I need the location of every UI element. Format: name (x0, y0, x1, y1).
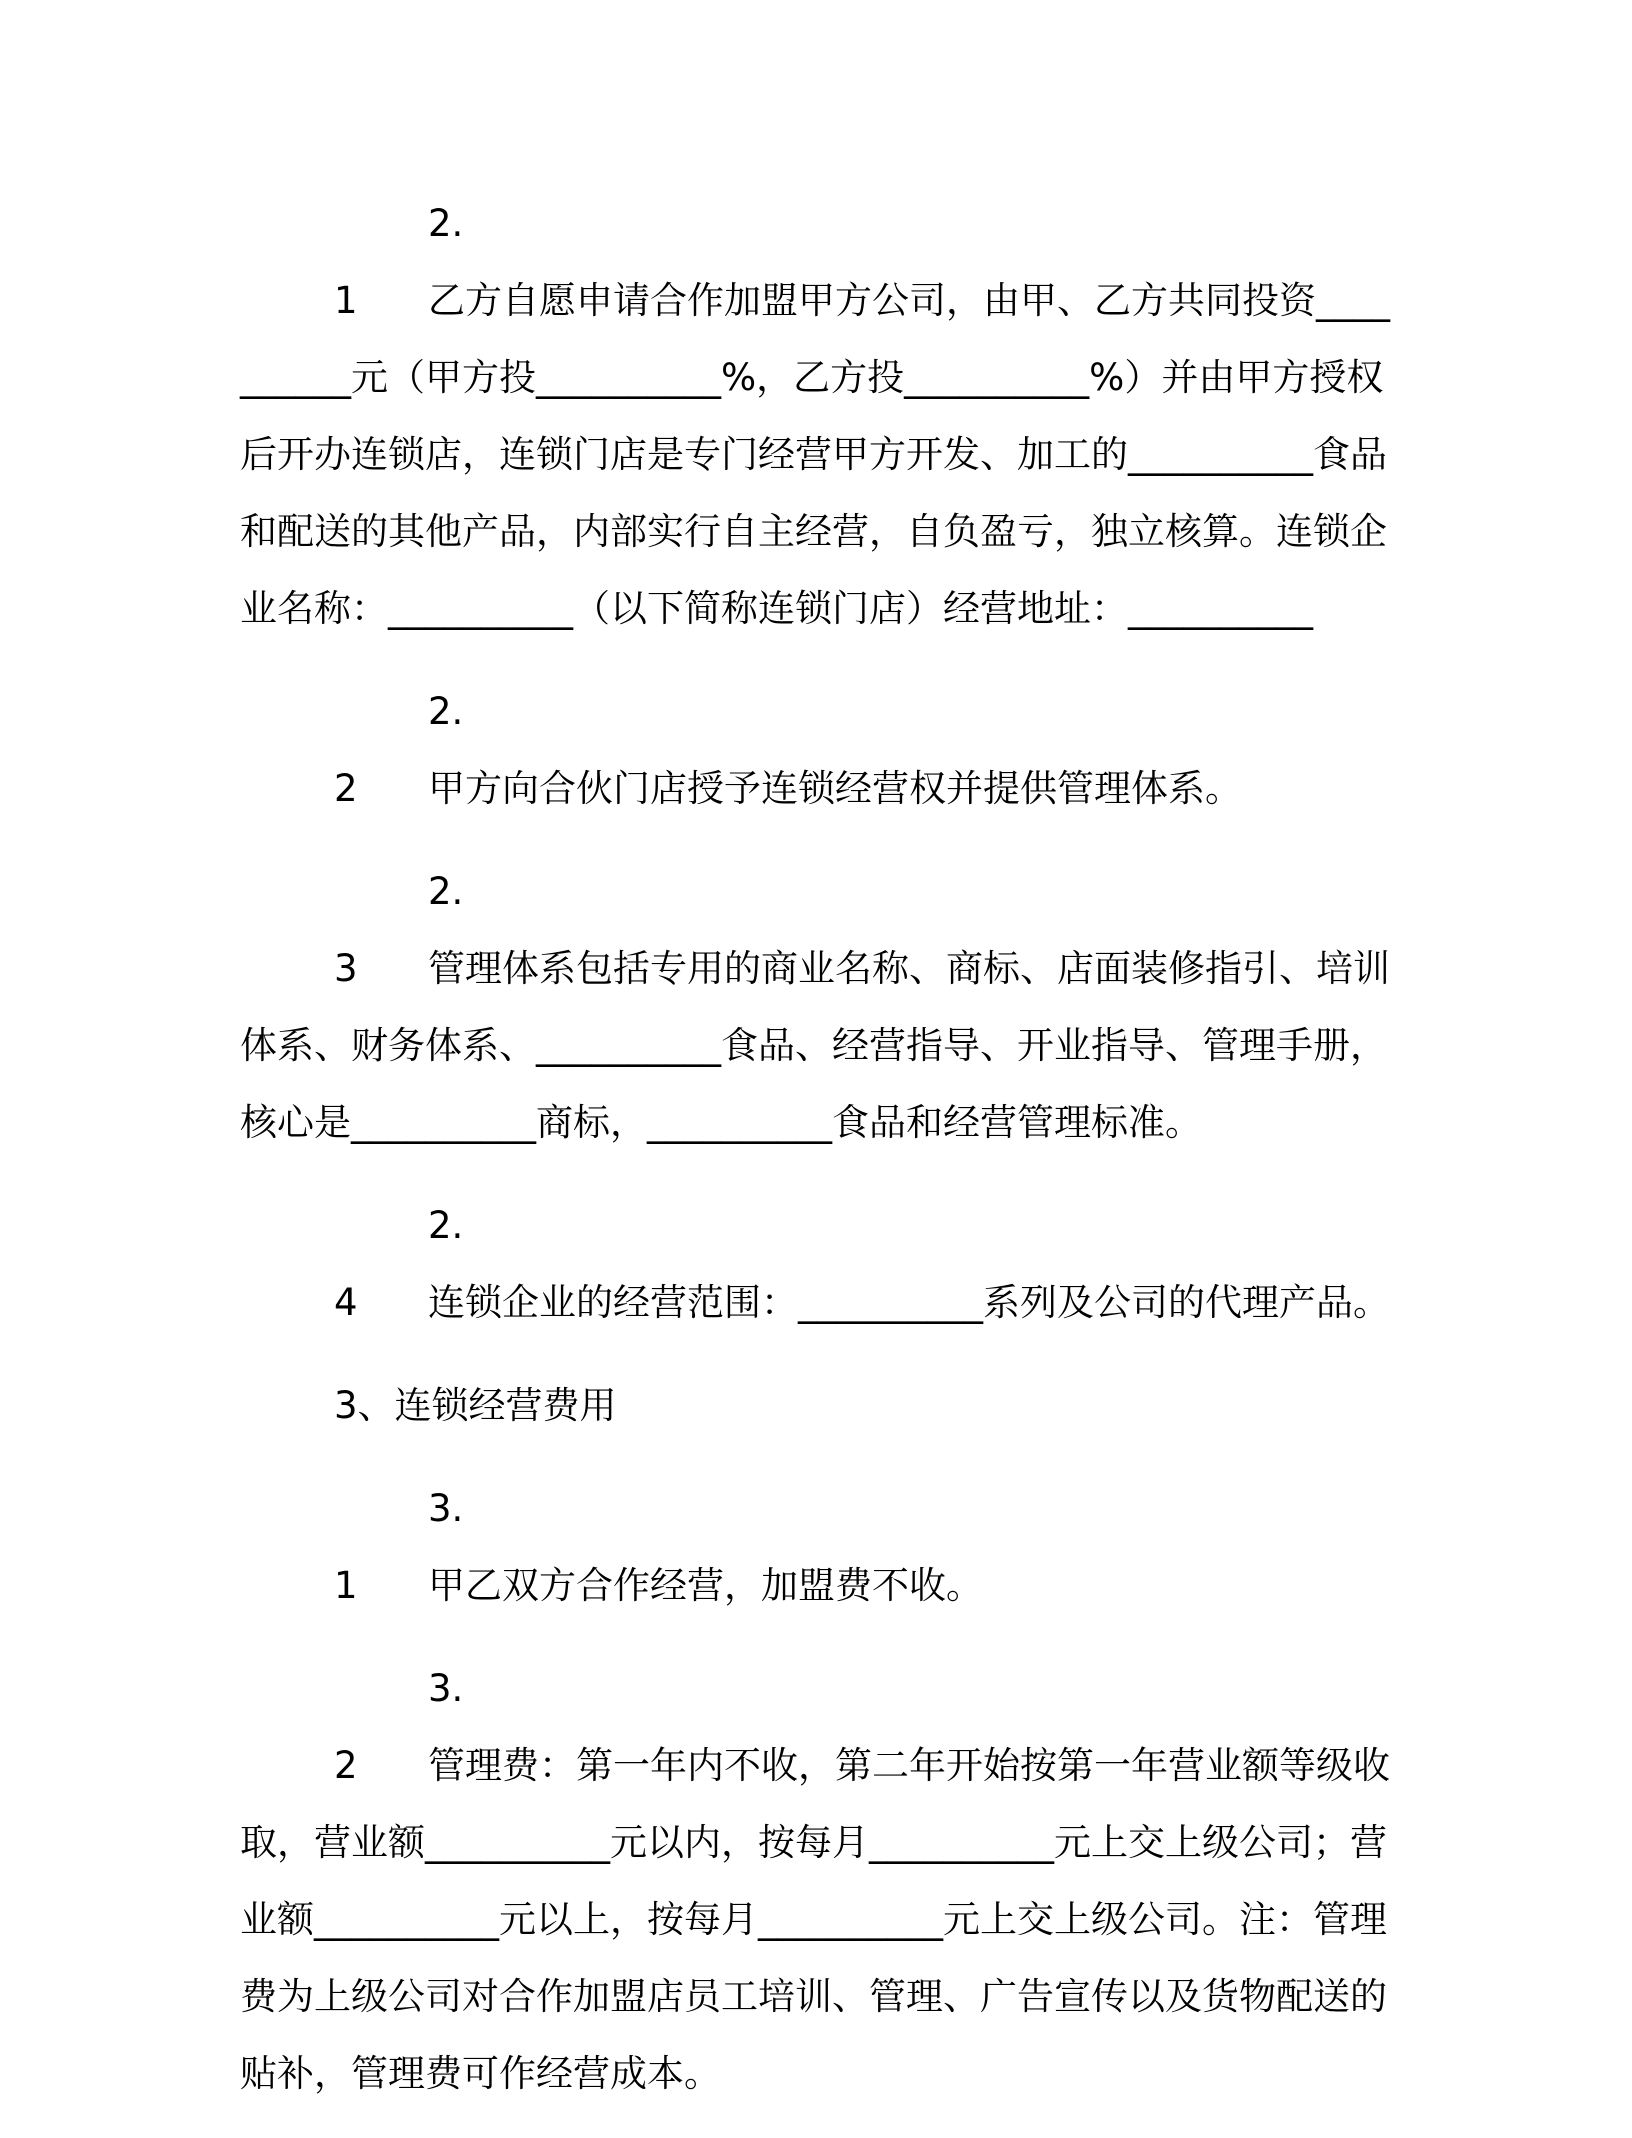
clause-text: 甲方向合伙门店授予连锁经营权并提供管理体系。 (428, 767, 1242, 810)
clause-text: 管理体系包括专用的商业名称、商标、店面装修指引、培训体系、财务体系、__________食品、经营指导、开业指导、管理手册，核心是__________商标，__________食品和经营管理标准。 (240, 947, 1390, 1144)
clause-text: 乙方自愿申请合作加盟甲方公司，由甲、乙方共同投资__________元（甲方投__________%，乙方投__________%）并由甲方授权后开办连锁店，连锁门店是专门经营甲方开发、加工的__________食品和配送的其他产品，内部实行自主经营，自负盈亏，独立核算。连锁企业名称：__________（以下简称连锁门店）经营地址：__________ (240, 279, 1390, 630)
clause-number: 2.2 (334, 690, 464, 810)
clause-2-1 (240, 185, 1390, 647)
document-page (240, 185, 1390, 2138)
clause-2-2 (240, 673, 1390, 827)
clause-2-4 (240, 1187, 1390, 1341)
clause-text: 管理费：第一年内不收，第二年开始按第一年营业额等级收取，营业额__________元以内，按每月__________元上交上级公司；营业额__________元以上，按每月__________元上交上级公司。注：管理费为上级公司对合作加盟店员工培训、管理、广告宣传以及货物配送的贴补，管理费可作经营成本。 (240, 1744, 1390, 2095)
section-heading-3 (240, 1367, 1390, 1444)
clause-number: 2.3 (334, 870, 464, 990)
clause-3-1 (240, 1470, 1390, 1624)
clause-2-3 (240, 853, 1390, 1161)
clause-3-2 (240, 1650, 1390, 2112)
clause-number: 3.1 (334, 1487, 464, 1607)
clause-text: 连锁企业的经营范围：__________系列及公司的代理产品。 (428, 1281, 1390, 1324)
clause-number: 2.1 (334, 202, 464, 322)
clause-number: 3.2 (334, 1667, 464, 1787)
section-heading-text: 3、连锁经营费用 (334, 1384, 617, 1427)
clause-text: 甲乙双方合作经营，加盟费不收。 (428, 1564, 983, 1607)
clause-number: 2.4 (334, 1204, 464, 1324)
